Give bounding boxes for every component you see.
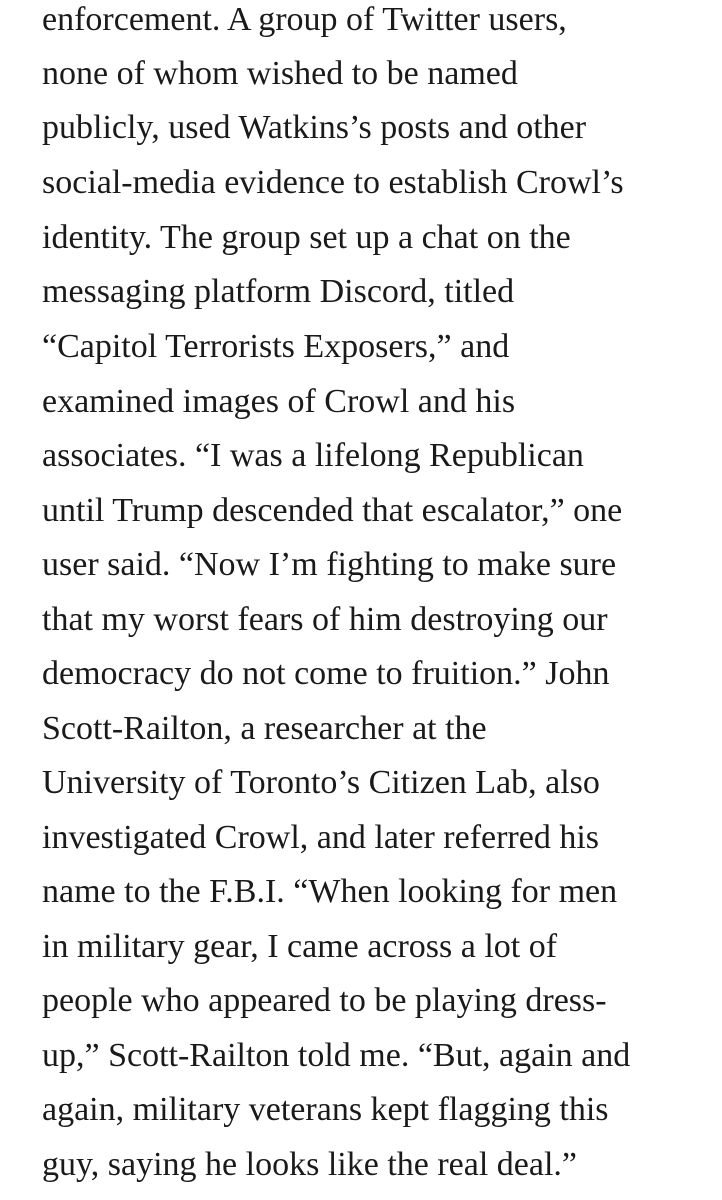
article-text-line: none of whom wished to be named: [42, 55, 518, 92]
article-text-line: social-media evidence to establish Crowl’s: [42, 164, 624, 201]
article-text-line: in military gear, I came across a lot of: [42, 928, 558, 965]
article-text-line: guy, saying he looks like the real deal.”: [42, 1146, 578, 1183]
article-text-line: name to the F.B.I. “When looking for men: [42, 873, 618, 910]
article-text-line: associates. “I was a lifelong Republican: [42, 437, 584, 474]
article-text-line: enforcement. A group of Twitter users,: [42, 1, 567, 38]
article-text-line: messaging platform Discord, titled: [42, 273, 515, 310]
article-text-line: until Trump descended that escalator,” one: [42, 492, 623, 529]
article-text-line: University of Toronto’s Citizen Lab, also: [42, 764, 600, 801]
article-text-line: that my worst fears of him destroying our: [42, 601, 608, 638]
article-text-line: examined images of Crowl and his: [42, 383, 516, 420]
article-text-line: Scott-Railton, a researcher at the: [42, 710, 487, 747]
article-text-line: identity. The group set up a chat on the: [42, 219, 571, 256]
article-text-line: publicly, used Watkins’s posts and other: [42, 109, 587, 146]
article-text-line: democracy do not come to fruition.” John: [42, 655, 610, 692]
article-text-line: “Capitol Terrorists Exposers,” and: [42, 328, 510, 365]
article-text-line: user said. “Now I’m fighting to make sure: [42, 546, 617, 583]
article-text-line: again, military veterans kept flagging this: [42, 1091, 609, 1128]
article-text-line: people who appeared to be playing dress-: [42, 982, 607, 1019]
article-text-line: investigated Crowl, and later referred his: [42, 819, 600, 856]
article-text-line: up,” Scott-Railton told me. “But, again and: [42, 1037, 631, 1074]
